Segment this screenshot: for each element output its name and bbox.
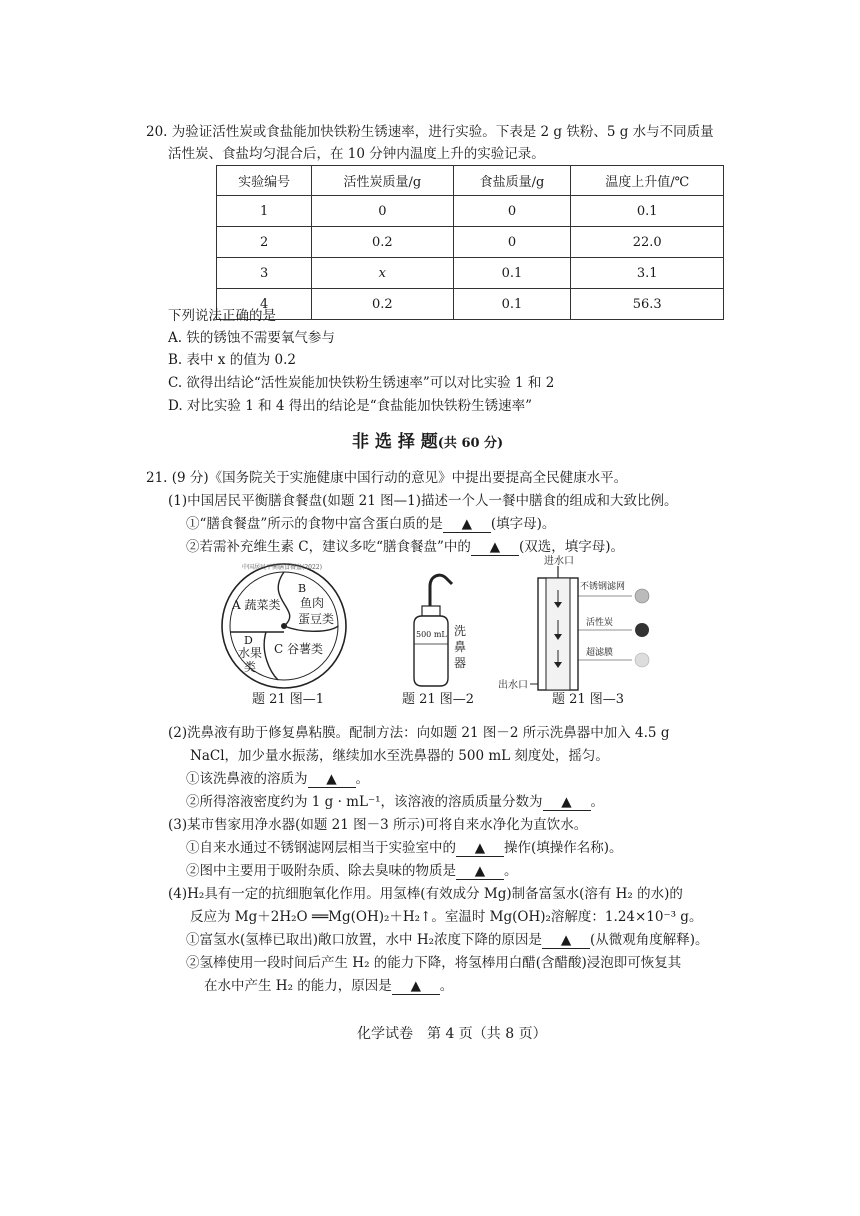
plate-section-d-text1: 水果: [238, 646, 263, 660]
plate-section-b-letter: B: [298, 582, 307, 595]
bottle-label-2: 鼻: [454, 640, 467, 654]
table-header: 实验编号: [217, 166, 312, 196]
table-row: [217, 227, 724, 258]
plate-ring-text: 中国居民平衡膳食餐盘(2022): [242, 564, 322, 571]
section-title: 非 选 择 题: [352, 432, 438, 452]
table-header: 活性炭质量/g: [312, 166, 453, 196]
q21-part2a: [186, 771, 369, 788]
plate-section-a: A 蔬菜类: [232, 598, 281, 612]
bottle-volume-mark: 500 mL: [416, 630, 447, 639]
figure-21-2-caption: 题 21 图—2: [402, 692, 475, 707]
table-header: 温度上升值/℃: [571, 166, 724, 196]
q21-part4b-line1: ②氢棒使用一段时间后产生 H₂ 的能力下降，将氢棒用白醋(含醋酸)浸泡即可恢复其: [186, 955, 682, 971]
q20-line1: 20. 为验证活性炭或食盐能加快铁粉生锈速率，进行实验。下表是 2 g 铁粉、5 g 水与不同质量: [146, 124, 714, 140]
page-footer: 化学试卷 第 4 页（共 8 页）: [357, 1026, 547, 1042]
plate-section-d-letter: D: [244, 634, 253, 647]
table-cell: 0: [312, 196, 453, 227]
q21-part2b-text: ②所得溶液密度约为 1 g · mL⁻¹，该溶液的溶质质量分数为: [186, 794, 543, 810]
plate-section-c: C 谷薯类: [274, 642, 323, 656]
plate-section-b-text2: 蛋豆类: [298, 612, 335, 626]
q21-part1b-text: ②若需补充维生素 C，建议多吃“膳食餐盘”中的: [186, 539, 471, 555]
q21-part2a-text: ①该洗鼻液的溶质为: [186, 771, 308, 787]
section-heading: [352, 432, 503, 452]
answer-mark: ▲: [326, 771, 337, 787]
q21-part4b-line2: [204, 978, 453, 995]
q21-part4b-tail: 。: [439, 978, 454, 994]
q21-part3a: [186, 840, 623, 857]
table-cell: 0: [453, 196, 571, 227]
plate-section-d-text2: 类: [244, 660, 257, 674]
q21-part1b: [186, 539, 624, 556]
figure-21-1-caption: 题 21 图—1: [252, 692, 325, 707]
table-header: 食盐质量/g: [453, 166, 571, 196]
table-cell: 22.0: [571, 227, 724, 258]
table-cell: 3: [217, 258, 312, 289]
q21-part3b-text: ②图中主要用于吸附杂质、除去臭味的物质是: [186, 863, 456, 879]
q21-part3b: [186, 863, 518, 880]
answer-mark: ▲: [560, 932, 572, 948]
q21-part4-line1: (4)H₂具有一定的抗细胞氧化作用。用氢棒(有效成分 Mg)制备富氢水(溶有 H₂ 的水)的: [168, 886, 683, 902]
q21-part1b-tail: (双选，填字母)。: [518, 539, 624, 555]
experiment-table: [216, 165, 724, 320]
answer-mark: ▲: [561, 794, 572, 810]
purifier-layer-mesh: 不锈钢滤网: [580, 582, 626, 592]
section-score: (共 60 分): [437, 436, 504, 451]
table-cell: 3.1: [571, 258, 724, 289]
table-cell: 0.2: [312, 289, 453, 320]
table-cell: x: [312, 258, 453, 289]
q21-intro: 21. (9 分)《国务院关于实施健康中国行动的意见》中提出要提高全民健康水平。: [146, 470, 628, 486]
q20-prompt: 下列说法正确的是: [168, 308, 276, 324]
table-cell: 56.3: [571, 289, 724, 320]
bottle-label-1: 洗: [454, 624, 467, 638]
q20-option-d: D. 对比实验 1 和 4 得出的结论是“食盐能加快铁粉生锈速率”: [168, 398, 533, 414]
table-cell: 1: [217, 196, 312, 227]
table-row: [217, 258, 724, 289]
figure-21-3-caption: 题 21 图—3: [552, 692, 625, 707]
q21-part4b-text: 在水中产生 H₂ 的能力，原因是: [204, 978, 392, 994]
answer-blank: [456, 840, 504, 857]
answer-blank: [392, 978, 440, 995]
plate-section-b-text1: 鱼肉: [300, 596, 325, 610]
bottle-label-3: 器: [454, 656, 467, 670]
table-row: [217, 289, 724, 320]
answer-blank: [308, 771, 356, 788]
nasal-rinse-bottle-diagram: [392, 566, 502, 690]
purifier-outlet-label: 出水口: [498, 680, 528, 691]
q21-part2b-tail: 。: [590, 794, 604, 810]
answer-mark: ▲: [489, 539, 501, 555]
table-row: [217, 196, 724, 227]
q21-part2-line2: NaCl，加少量水振荡，继续加水至洗鼻器的 500 mL 刻度处，摇匀。: [190, 748, 609, 764]
q21-part1: (1)中国居民平衡膳食餐盘(如题 21 图—1)描述一个人一餐中膳食的组成和大致比例。: [168, 493, 678, 509]
q21-part1a-tail: (填字母)。: [490, 516, 556, 532]
food-plate-diagram: [204, 560, 364, 690]
figure-21-1: [204, 560, 364, 710]
answer-blank: [456, 863, 504, 880]
table-cell: 0.1: [453, 289, 571, 320]
q21-part3: (3)某市售家用净水器(如题 21 图－3 所示)可将自来水净化为直饮水。: [168, 817, 588, 833]
table-cell: 4: [217, 289, 312, 320]
q21-part2a-tail: 。: [355, 771, 369, 787]
answer-mark: ▲: [474, 863, 486, 879]
q21-part1a-text: ①“膳食餐盘”所示的食物中富含蛋白质的是: [186, 516, 443, 532]
q21-part2b: [186, 794, 604, 811]
q21-part4a: [186, 932, 709, 949]
figure-21-2: [392, 566, 502, 710]
table-cell: 0.1: [571, 196, 724, 227]
purifier-layer-membrane: 超滤膜: [586, 648, 614, 658]
table-header-row: [217, 166, 724, 196]
answer-blank: [543, 794, 591, 811]
answer-blank: [471, 539, 519, 556]
q21-part4a-text: ①富氢水(氢棒已取出)敞口放置，水中 H₂浓度下降的原因是: [186, 932, 543, 948]
answer-blank: [443, 516, 491, 533]
table-cell: 0.1: [453, 258, 571, 289]
q21-part2-line1: (2)洗鼻液有助于修复鼻粘膜。配制方法：向如题 21 图－2 所示洗鼻器中加入 4.5 g: [168, 725, 670, 741]
purifier-layer-carbon: 活性炭: [586, 618, 614, 628]
answer-mark: ▲: [474, 840, 486, 856]
table-cell: 0.2: [312, 227, 453, 258]
answer-mark: ▲: [410, 978, 421, 994]
table-cell: 2: [217, 227, 312, 258]
q21-part3b-tail: 。: [504, 863, 518, 879]
q21-part4a-tail: (从微观角度解释)。: [590, 932, 709, 948]
answer-mark: ▲: [461, 516, 472, 532]
figure-21-3: [494, 556, 664, 710]
water-purifier-diagram: [494, 556, 664, 692]
purifier-inlet-label: 进水口: [544, 556, 574, 567]
q20-option-c: C. 欲得出结论“活性炭能加快铁粉生锈速率”可以对比实验 1 和 2: [168, 375, 555, 391]
q20-option-a: A. 铁的锈蚀不需要氧气参与: [168, 330, 335, 346]
q20-line2: 活性炭、食盐均匀混合后，在 10 分钟内温度上升的实验记录。: [168, 146, 545, 162]
q21-part3a-text: ①自来水通过不锈钢滤网层相当于实验室中的: [186, 840, 456, 856]
q20-option-b: B. 表中 x 的值为 0.2: [168, 352, 296, 368]
q21-part4-line2: 反应为 Mg＋2H₂O ══Mg(OH)₂＋H₂↑。室温时 Mg(OH)₂溶解度：1.24×10⁻³ g。: [190, 909, 703, 925]
q21-part1a: [186, 516, 555, 533]
q21-part3a-tail: 操作(填操作名称)。: [504, 840, 623, 856]
answer-blank: [542, 932, 590, 949]
table-cell: 0: [453, 227, 571, 258]
